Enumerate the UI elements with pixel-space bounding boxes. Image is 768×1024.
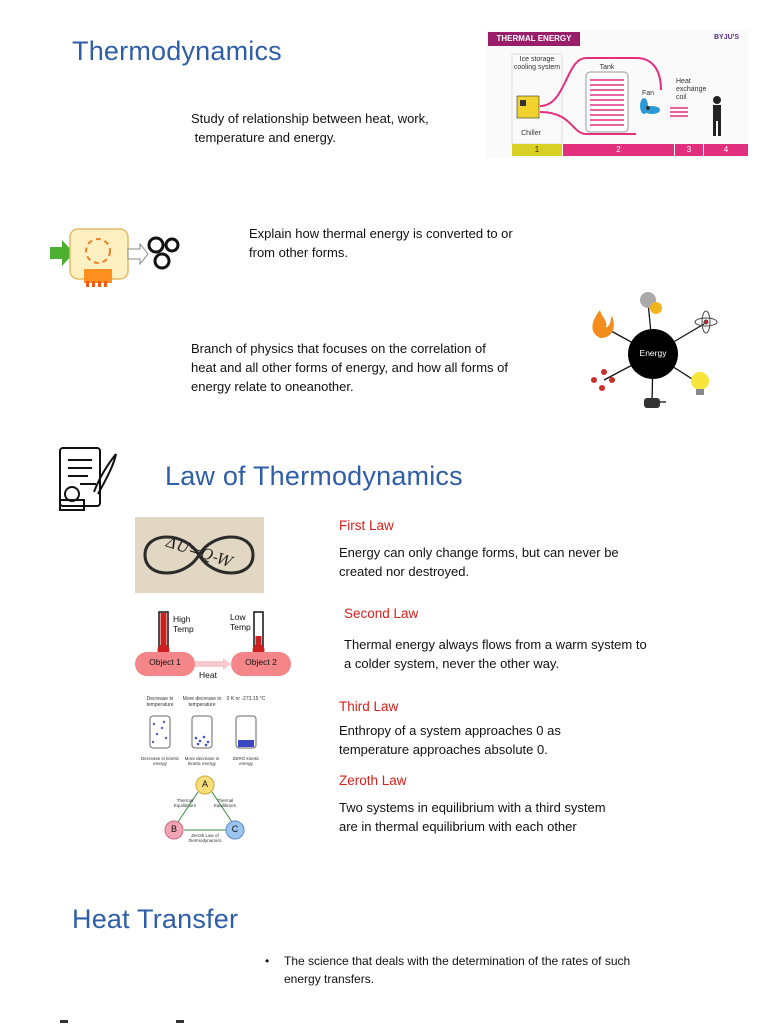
- zeroth-law-title: Zeroth Law: [339, 773, 407, 788]
- low-label: Low: [230, 612, 246, 622]
- laws-title: Law of Thermodynamics: [165, 461, 463, 491]
- system-b-label: B: [170, 824, 177, 834]
- step-4: 4: [723, 145, 729, 154]
- object-2-label: Object 2: [245, 657, 277, 667]
- high-temp-unit: Temp: [173, 624, 194, 634]
- second-law-title: Second Law: [344, 606, 419, 621]
- second-law-line2: a colder system, never the other way.: [344, 656, 560, 671]
- system-c-label: C: [231, 824, 239, 834]
- heat-transfer-title: Heat Transfer: [72, 904, 239, 934]
- chiller-label: Chiller: [521, 130, 541, 137]
- branch-description: [191, 339, 508, 396]
- system-a-label: A: [201, 779, 208, 789]
- high-temp-label: [173, 614, 194, 634]
- tank: [586, 72, 628, 132]
- third-law-line2: temperature approaches absolute 0.: [339, 742, 548, 757]
- first-law-line2: created nor destroyed.: [339, 564, 470, 579]
- third-law-line1: Enthropy of a system approaches 0 as: [339, 723, 561, 738]
- particles-frozen: [238, 740, 254, 747]
- gear-small-icon: [650, 302, 662, 314]
- low-temp-label: [230, 612, 251, 632]
- atom-icon: [695, 311, 717, 333]
- energy-label: Energy: [639, 348, 667, 358]
- step-1: 1: [534, 145, 540, 154]
- col2-top-label: More decrease in temperature: [182, 696, 222, 708]
- right-equilibrium-label: Thermal Equilibrium: [213, 798, 237, 808]
- second-law-figure: [135, 608, 293, 684]
- particles-high: [152, 721, 167, 743]
- heat-transfer-bullet-marker: •: [265, 954, 270, 968]
- fire-icon: [592, 310, 613, 338]
- flame-icon: [84, 269, 112, 287]
- thermal-energy-banner: THERMAL ENERGY: [488, 32, 580, 46]
- zeroth-law-figure: [160, 774, 250, 844]
- clipped-mark-right: [176, 1020, 184, 1023]
- person-icon: [713, 96, 721, 136]
- thermal-energy-figure: [486, 30, 748, 158]
- page-title: Thermodynamics: [72, 36, 282, 66]
- output-arrow-icon: [128, 244, 148, 264]
- left-equilibrium-label: Thermal Equilibrium: [173, 798, 197, 808]
- third-law-figure: [140, 696, 266, 768]
- second-law-line1: Thermal energy always flows from a warm system to: [344, 637, 647, 652]
- col1-bottom-label: Decrease in kinetic energy: [140, 756, 180, 766]
- fan-icon: [640, 98, 660, 114]
- zeroth-law-line1: Two systems in equilibrium with a third system: [339, 800, 606, 815]
- energy-hub-figure: [582, 288, 724, 416]
- scroll-quill-icon: [54, 446, 122, 516]
- chiller-panel: [520, 100, 526, 106]
- first-law-description: [339, 543, 619, 581]
- zeroth-law-description: [339, 798, 606, 836]
- object-1-label: Object 1: [149, 657, 181, 667]
- conversion-description: [249, 224, 513, 262]
- second-law-description: [344, 635, 647, 673]
- brand-logo: BYJU'S: [714, 34, 740, 41]
- zeroth-bottom-label: Zeroth Law of thermodynamics: [188, 833, 222, 843]
- heat-transfer-line2: energy transfers.: [284, 972, 375, 986]
- conversion-line2: from other forms.: [249, 245, 348, 260]
- plug-icon: [644, 398, 666, 408]
- clipped-mark-left: [60, 1020, 68, 1023]
- heat-transfer-bullet: [284, 952, 630, 988]
- heat-transfer-line1: The science that deals with the determination of the rates of such: [284, 954, 631, 968]
- gears-icon: [149, 238, 178, 268]
- heat-label: Heat: [199, 670, 217, 680]
- tank-label: Tank: [599, 64, 615, 71]
- col3-top-label: 0 K or -273.15 °C: [226, 696, 266, 702]
- step-2: 2: [616, 145, 621, 154]
- thermo-definition: [191, 109, 429, 147]
- thermo-definition-line1: Study of relationship between heat, work,: [191, 111, 429, 126]
- first-law-line1: Energy can only change forms, but can never be: [339, 545, 619, 560]
- branch-line3: energy relate to oneanother.: [191, 379, 354, 394]
- branch-line1: Branch of physics that focuses on the correlation of: [191, 341, 486, 356]
- chiller-unit: [517, 96, 539, 118]
- molecule-icon: [591, 369, 615, 391]
- bulb-icon: [691, 372, 709, 395]
- heat-arrow-icon: [195, 661, 223, 667]
- third-law-title: Third Law: [339, 699, 399, 714]
- low-temp-unit: Temp: [230, 622, 251, 632]
- first-law-equation: ΔU=Q-W: [163, 532, 235, 572]
- first-law-title: First Law: [339, 518, 394, 533]
- col1-top-label: Decrease in temperature: [146, 696, 174, 708]
- exchange-coil: [670, 108, 688, 116]
- particle-containers: [140, 714, 266, 754]
- col2-bottom-label: More decrease in kinetic energy: [184, 756, 220, 766]
- coil-label: Heat exchange coil: [676, 78, 707, 101]
- conversion-line1: Explain how thermal energy is converted to or: [249, 226, 513, 241]
- branch-line2: heat and all other forms of energy, and how all forms of: [191, 360, 508, 375]
- third-law-description: [339, 721, 561, 759]
- particles-mid: [195, 736, 210, 747]
- zeroth-law-line2: are in thermal equilibrium with each other: [339, 819, 577, 834]
- energy-conversion-icon: [50, 225, 184, 291]
- high-label: High: [173, 614, 191, 624]
- fan-label: Fan: [641, 90, 655, 97]
- first-law-image: [135, 517, 264, 593]
- step-3: 3: [686, 145, 692, 154]
- ice-storage-label: Ice storage cooling system: [513, 56, 561, 71]
- thermo-definition-line2: temperature and energy.: [191, 130, 337, 145]
- col3-bottom-label: ZERO kinetic energy: [232, 756, 260, 766]
